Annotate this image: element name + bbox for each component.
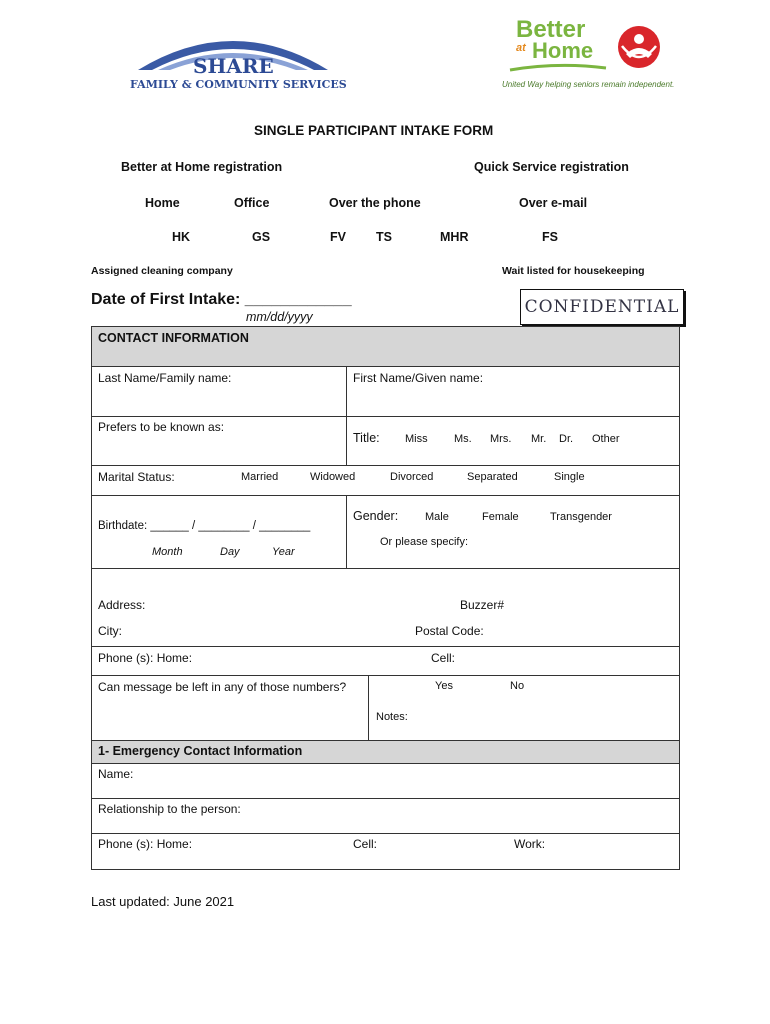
first-name-label: First Name/Given name: <box>353 371 484 385</box>
marital-divorced[interactable]: Divorced <box>390 471 434 483</box>
mode-phone[interactable]: Over the phone <box>329 196 421 210</box>
swoosh-icon <box>508 62 608 74</box>
gender-female[interactable]: Female <box>482 511 519 523</box>
marital-married[interactable]: Married <box>241 471 279 483</box>
birthdate-field[interactable] <box>91 495 347 569</box>
mode-email[interactable]: Over e-mail <box>519 196 588 210</box>
buzzer-label[interactable]: Buzzer# <box>460 598 505 612</box>
emergency-relationship-label: Relationship to the person: <box>98 802 241 816</box>
code-mhr[interactable]: MHR <box>440 230 469 244</box>
address-block <box>91 568 680 647</box>
first-name-field[interactable] <box>346 366 680 417</box>
phone-cell-label[interactable]: Cell: <box>431 651 456 665</box>
share-wordmark: SHARE <box>193 54 274 78</box>
date-first-intake[interactable]: Date of First Intake: ____________ <box>91 291 352 308</box>
birthdate-label: Birthdate: ______ / ________ / ________ <box>98 520 311 532</box>
contact-header <box>91 326 680 367</box>
bah-at: at <box>516 42 526 54</box>
emergency-relationship-field[interactable] <box>91 798 680 834</box>
title-option-mr[interactable]: Mr. <box>531 433 547 445</box>
message-no[interactable]: No <box>510 680 525 692</box>
postal-code-label[interactable]: Postal Code: <box>415 624 484 638</box>
phone-row <box>91 646 680 676</box>
last-updated: Last updated: June 2021 <box>91 894 235 909</box>
message-yes[interactable]: Yes <box>435 680 453 692</box>
can-message-field <box>91 675 369 741</box>
bah-line2: Home <box>532 38 594 63</box>
title-option-other[interactable]: Other <box>592 433 620 445</box>
emergency-name-label: Name: <box>98 767 134 781</box>
bah-line1: Better <box>516 16 586 43</box>
title-field <box>346 416 680 466</box>
united-way-icon <box>616 24 662 70</box>
marital-single[interactable]: Single <box>554 471 585 483</box>
emergency-phone-row <box>91 833 680 870</box>
birth-day-hint: Day <box>220 546 240 558</box>
notes-label[interactable]: Notes: <box>376 711 408 723</box>
gender-field <box>346 495 680 569</box>
birth-year-hint: Year <box>272 546 295 558</box>
code-gs[interactable]: GS <box>252 230 271 244</box>
code-fs[interactable]: FS <box>542 230 558 244</box>
marital-widowed[interactable]: Widowed <box>310 471 356 483</box>
birth-month-hint: Month <box>152 546 183 558</box>
code-fv[interactable]: FV <box>330 230 346 244</box>
emergency-work[interactable]: Work: <box>514 837 546 851</box>
emergency-header <box>91 740 680 764</box>
title-option-ms[interactable]: Ms. <box>454 433 472 445</box>
emergency-cell[interactable]: Cell: <box>353 837 378 851</box>
address-label[interactable]: Address: <box>98 598 146 612</box>
title-option-miss[interactable]: Miss <box>405 433 428 445</box>
code-ts[interactable]: TS <box>376 230 392 244</box>
date-format-hint: mm/dd/yyyy <box>246 310 313 324</box>
confidential-stamp: CONFIDENTIAL <box>520 289 684 325</box>
code-hk[interactable]: HK <box>172 230 191 244</box>
emergency-name-field[interactable] <box>91 763 680 799</box>
bah-tagline: United Way helping seniors remain independent. <box>502 80 675 89</box>
gender-label: Gender: <box>353 509 399 523</box>
marital-status-row <box>91 465 680 496</box>
better-at-home-logo <box>502 16 682 94</box>
title-option-mrs[interactable]: Mrs. <box>490 433 512 445</box>
known-as-field[interactable] <box>91 416 347 466</box>
form-title: SINGLE PARTICIPANT INTAKE FORM <box>254 123 494 138</box>
reg-better-at-home[interactable]: Better at Home registration <box>121 160 283 174</box>
mode-home[interactable]: Home <box>145 196 180 210</box>
phone-home-label[interactable]: Phone (s): Home: <box>98 651 193 665</box>
can-message-label: Can message be left in any of those numbers? <box>98 680 347 694</box>
last-name-label: Last Name/Family name: <box>98 371 232 385</box>
message-options <box>368 675 680 741</box>
emergency-phone-home[interactable]: Phone (s): Home: <box>98 837 193 851</box>
city-label[interactable]: City: <box>98 624 122 638</box>
gender-male[interactable]: Male <box>425 511 449 523</box>
contact-header-label: CONTACT INFORMATION <box>98 331 249 345</box>
known-as-label: Prefers to be known as: <box>98 420 225 434</box>
gender-specify[interactable]: Or please specify: <box>380 536 469 548</box>
title-option-dr[interactable]: Dr. <box>559 433 574 445</box>
gender-transgender[interactable]: Transgender <box>550 511 612 523</box>
mode-office[interactable]: Office <box>234 196 270 210</box>
wait-listed-label: Wait listed for housekeeping <box>502 265 645 277</box>
share-logo <box>118 22 348 94</box>
marital-separated[interactable]: Separated <box>467 471 518 483</box>
assigned-cleaning-label: Assigned cleaning company <box>91 265 233 277</box>
emergency-header-label: 1- Emergency Contact Information <box>98 744 303 758</box>
reg-quick-service[interactable]: Quick Service registration <box>474 160 629 174</box>
share-subtitle: FAMILY & COMMUNITY SERVICES <box>130 78 347 91</box>
last-name-field[interactable] <box>91 366 347 417</box>
marital-label: Marital Status: <box>98 470 175 484</box>
title-label: Title: <box>353 431 380 445</box>
